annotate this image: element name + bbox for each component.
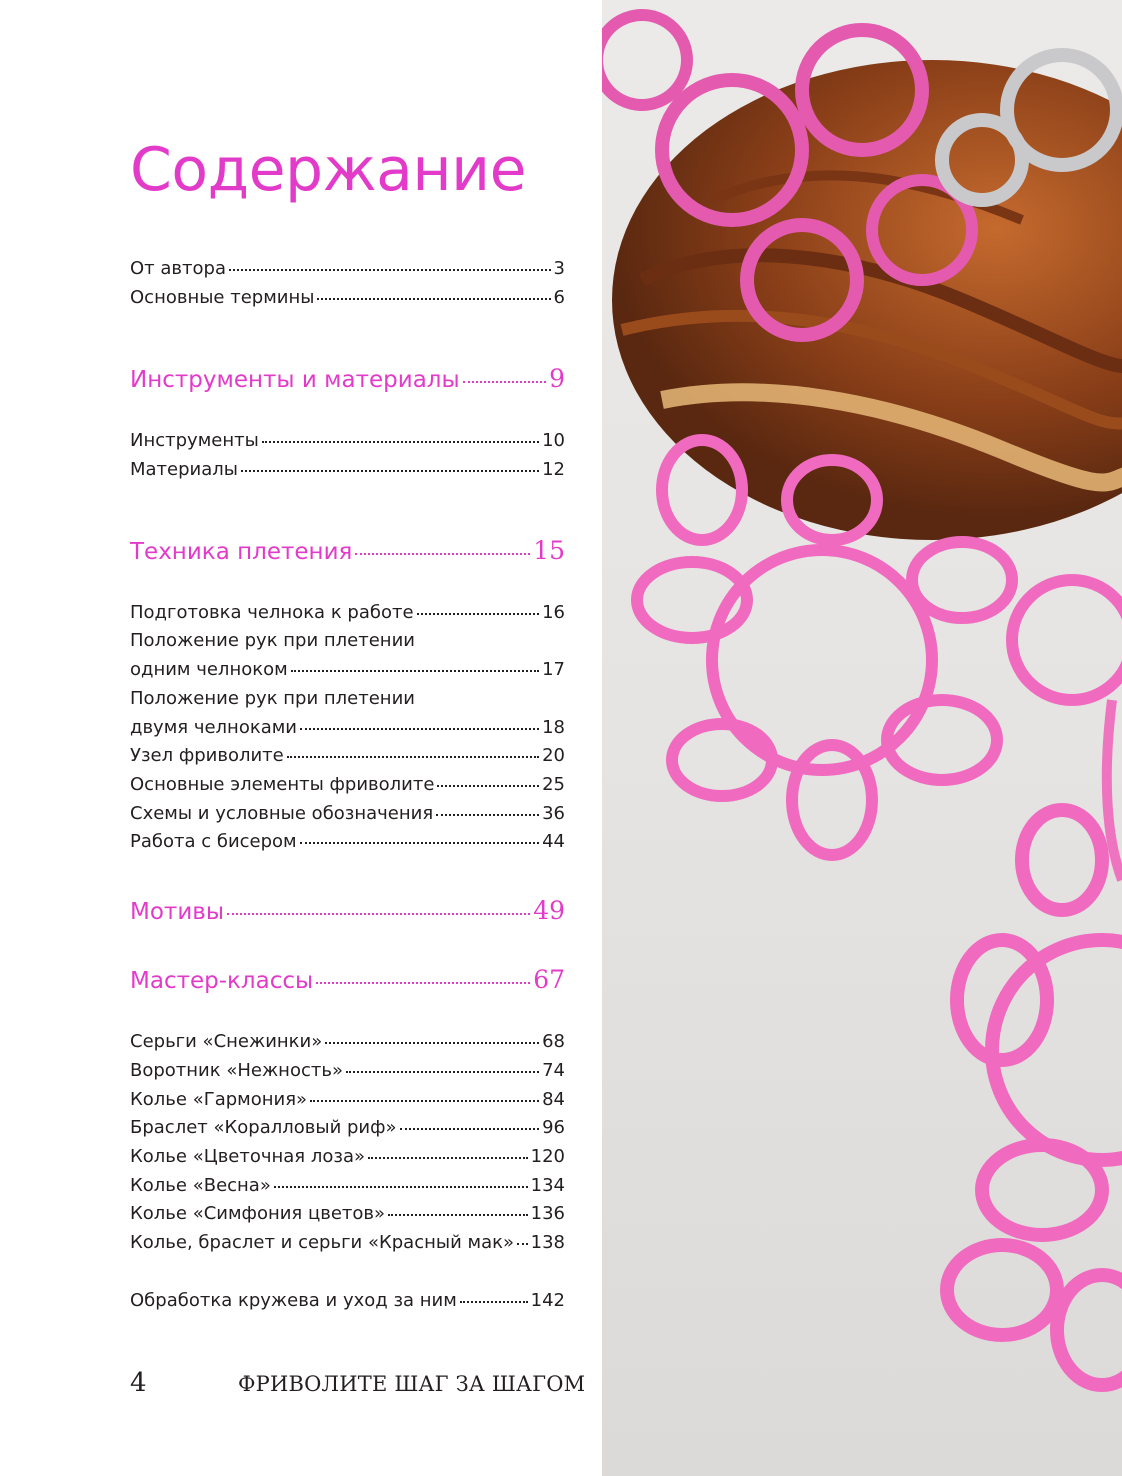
toc-entry[interactable] [130,1289,565,1313]
dot-leader [287,756,539,758]
page-title: Содержание [130,135,527,205]
dot-leader [310,1100,539,1102]
toc-entry-page: 12 [542,459,565,480]
dot-leader [317,298,550,300]
page-number: 4 [130,1368,147,1398]
toc-entry-label: Работа с бисером [130,831,297,852]
toc-section-page: 15 [533,536,565,565]
dot-leader [325,1042,539,1044]
toc-section[interactable] [130,364,565,395]
toc-entry-label: Схемы и условные обозначения [130,803,434,824]
toc-entry-label: Инструменты [130,430,259,451]
dot-leader [437,785,539,787]
toc-entry-label: двумя челноками [130,717,298,738]
toc-entry-page: 25 [542,774,565,795]
toc-entry[interactable] [130,658,565,682]
toc-entry[interactable] [130,1088,565,1112]
toc-section-label: Мотивы [130,899,224,925]
toc-entry-page: 18 [542,717,565,738]
dot-leader [241,470,539,472]
toc-entry-page: 84 [542,1089,565,1110]
toc-entry-page: 44 [542,831,565,852]
toc-entry-label: Узел фриволите [130,745,284,766]
dot-leader [316,982,530,984]
toc-entry-label: Основные термины [130,287,315,308]
toc-section-page: 67 [533,965,565,994]
toc-entry-first-line[interactable]: Положение рук при плетении [130,688,415,709]
toc-section[interactable] [130,896,565,927]
toc-entry-page: 134 [530,1175,565,1196]
dot-leader [460,1301,528,1303]
dot-leader [291,670,539,672]
toc-entry-page: 96 [542,1117,565,1138]
dot-leader [417,613,540,615]
toc-entry[interactable] [130,257,565,281]
toc-entry-label: Серьги «Снежинки» [130,1031,323,1052]
toc-section-page: 49 [533,896,565,925]
toc-entry-label: одним челноком [130,659,288,680]
toc-entry-page: 36 [542,803,565,824]
toc-entry-page: 20 [542,745,565,766]
toc-entry[interactable] [130,601,565,625]
dot-leader [229,269,551,271]
toc-entry-label: Колье «Весна» [130,1175,271,1196]
toc-entry[interactable] [130,286,565,310]
dot-leader [274,1186,528,1188]
toc-entry-label: Материалы [130,459,238,480]
toc-entry[interactable] [130,744,565,768]
toc-entry-label: Основные элементы фриволите [130,774,435,795]
toc-section-label: Техника плетения [130,539,353,565]
dot-leader [300,842,539,844]
toc-entry-label: Браслет «Коралловый риф» [130,1117,397,1138]
toc-entry[interactable] [130,802,565,826]
toc-entry-page: 138 [530,1232,565,1253]
toc-section-label: Инструменты и материалы [130,367,460,393]
toc-entry-label: Колье «Цветочная лоза» [130,1146,365,1167]
toc-entry[interactable] [130,773,565,797]
toc-entry[interactable] [130,830,565,854]
toc-entry-page: 142 [530,1290,565,1311]
toc-section[interactable] [130,536,565,567]
toc-entry-label: Колье «Гармония» [130,1089,308,1110]
dot-leader [355,553,530,555]
toc-entry-label: Подготовка челнока к работе [130,602,414,623]
dot-leader [346,1071,539,1073]
dot-leader [388,1214,528,1216]
toc-entry[interactable] [130,1030,565,1054]
dot-leader [300,728,539,730]
toc-section[interactable] [130,965,565,996]
toc-entry[interactable] [130,1174,565,1198]
toc-entry-page: 6 [553,287,565,308]
dot-leader [262,441,539,443]
toc-entry-label: От автора [130,258,226,279]
toc-entry-page: 120 [530,1146,565,1167]
toc-entry[interactable] [130,1116,565,1140]
toc-entry-page: 3 [553,258,565,279]
dot-leader [368,1157,528,1159]
toc-entry[interactable] [130,1059,565,1083]
dot-leader [400,1128,540,1130]
toc-section-label: Мастер-классы [130,968,314,994]
tatting-lace-photo [602,0,1122,1476]
toc-entry-page: 68 [542,1031,565,1052]
dot-leader [463,381,546,383]
toc-entry[interactable] [130,458,565,482]
toc-entry-page: 74 [542,1060,565,1081]
toc-entry-first-line[interactable]: Положение рук при плетении [130,630,415,651]
dot-leader [227,913,530,915]
toc-entry-label: Обработка кружева и уход за ним [130,1290,457,1311]
toc-entry-label: Воротник «Нежность» [130,1060,343,1081]
toc-entry-page: 10 [542,430,565,451]
toc-entry[interactable] [130,1202,565,1226]
toc-section-page: 9 [549,364,565,393]
toc-entry-page: 17 [542,659,565,680]
toc-entry[interactable] [130,1145,565,1169]
toc-entry[interactable] [130,1231,565,1255]
toc-entry-label: Колье, браслет и серьги «Красный мак» [130,1232,515,1253]
dot-leader [436,814,539,816]
dot-leader [517,1243,528,1245]
toc-entry-page: 16 [542,602,565,623]
running-title: ФРИВОЛИТЕ ШАГ ЗА ШАГОМ [238,1372,586,1396]
toc-entry[interactable] [130,716,565,740]
toc-entry-label: Колье «Симфония цветов» [130,1203,386,1224]
toc-entry-page: 136 [530,1203,565,1224]
toc-entry[interactable] [130,429,565,453]
